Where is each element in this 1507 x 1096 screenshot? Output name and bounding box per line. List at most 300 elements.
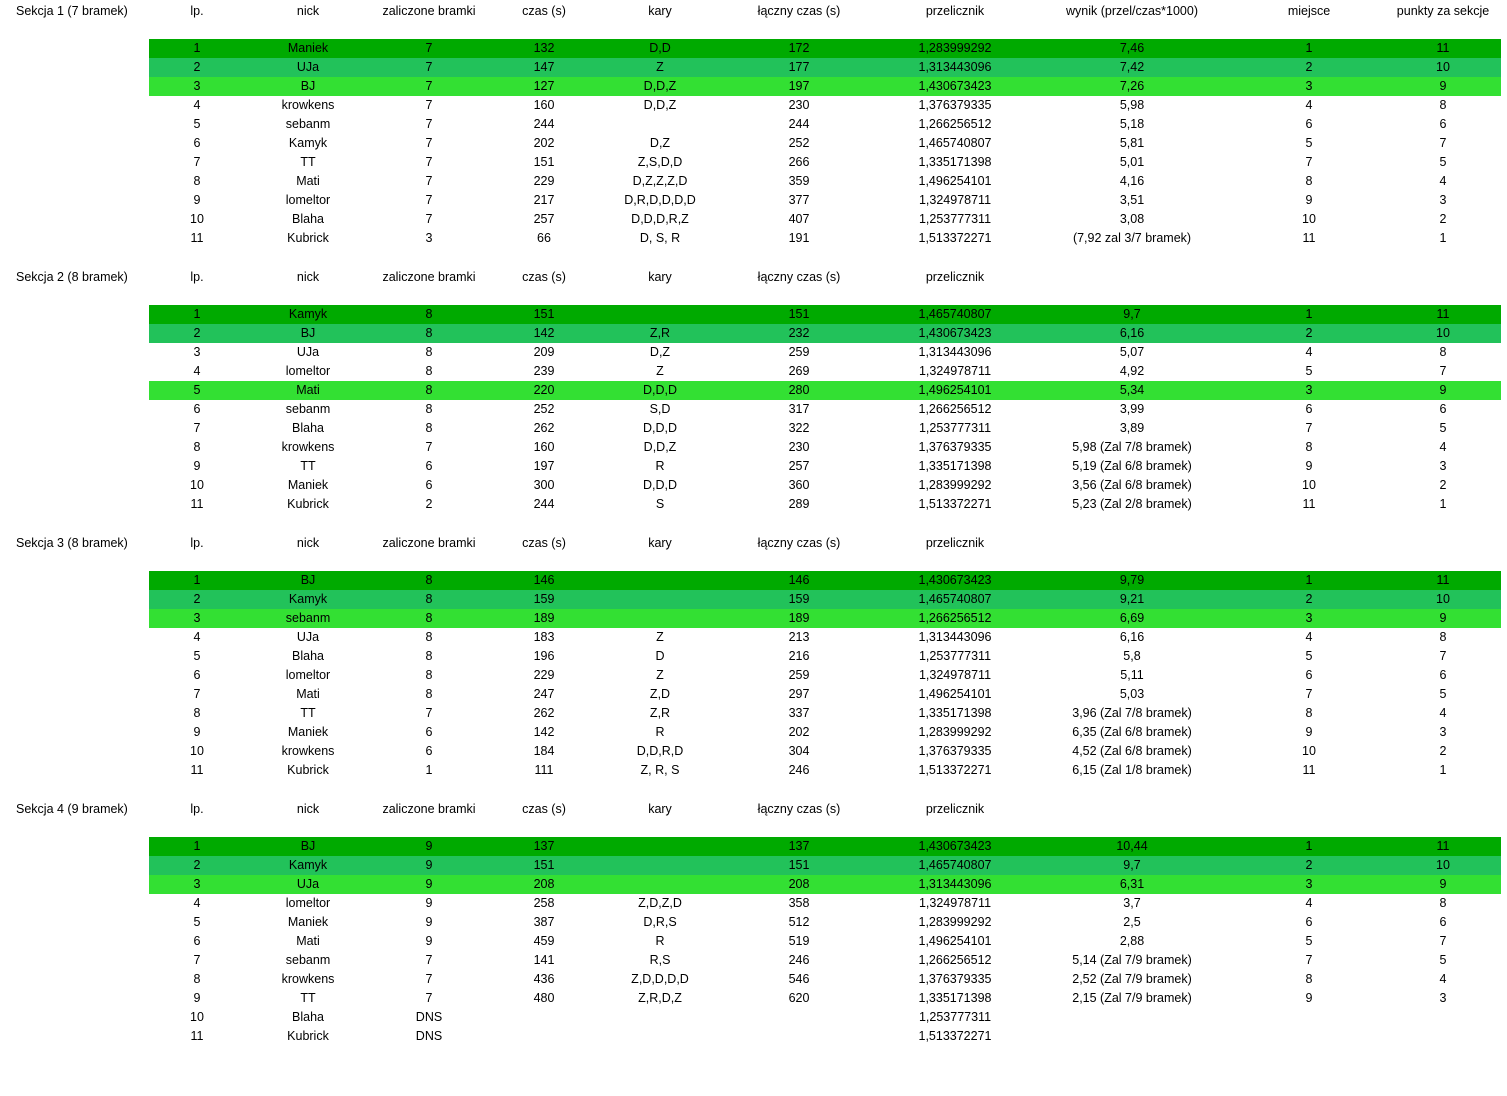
cell-wynik: 2,52 (Zal 7/9 bramek) (1072, 972, 1192, 986)
cell-kary: Z (656, 364, 664, 378)
cell-zaliczone-bramki: 8 (425, 611, 433, 625)
cell-miejsce: 1 (1305, 839, 1313, 853)
cell-kary: D,Z (649, 345, 671, 359)
section-title: Sekcja 2 (8 bramek) (16, 270, 128, 284)
cell-punkty: 5 (1439, 953, 1447, 967)
header-przelicznik: przelicznik (925, 802, 985, 816)
cell-nick: lomeltor (285, 896, 331, 910)
cell-wynik: 5,07 (1119, 345, 1145, 359)
header-nick: nick (296, 536, 320, 550)
row-highlight (149, 77, 1501, 96)
cell-kary: Z,S,D,D (637, 155, 683, 169)
cell-lp: 3 (193, 611, 201, 625)
cell-czas: 262 (533, 706, 555, 720)
cell-zaliczone-bramki: 6 (425, 459, 433, 473)
cell-zaliczone-bramki: 8 (425, 573, 433, 587)
cell-nick: Kamyk (288, 136, 328, 150)
header-wynik: wynik (przel/czas*1000) (1066, 4, 1198, 18)
cell-nick: Kamyk (288, 592, 328, 606)
cell-punkty: 7 (1439, 364, 1447, 378)
cell-punkty: 1 (1439, 497, 1447, 511)
cell-punkty: 9 (1439, 383, 1447, 397)
cell-lp: 4 (193, 98, 201, 112)
cell-zaliczone-bramki: 8 (425, 364, 433, 378)
cell-laczny-czas: 259 (788, 345, 810, 359)
row-highlight (149, 571, 1501, 590)
cell-kary: D,D,D (642, 383, 678, 397)
cell-nick: sebanm (285, 402, 331, 416)
cell-wynik: 5,19 (Zal 6/8 bramek) (1072, 459, 1192, 473)
cell-punkty: 11 (1436, 41, 1450, 55)
row-highlight (149, 324, 1501, 343)
cell-laczny-czas: 620 (788, 991, 810, 1005)
cell-zaliczone-bramki: 1 (425, 763, 433, 777)
cell-przelicznik: 1,253777311 (918, 1010, 992, 1024)
cell-lp: 7 (193, 687, 201, 701)
cell-kary: S,D (649, 402, 671, 416)
cell-miejsce: 2 (1305, 858, 1313, 872)
cell-lp: 8 (193, 174, 201, 188)
cell-lp: 1 (193, 573, 201, 587)
cell-lp: 3 (193, 877, 201, 891)
cell-wynik: 2,15 (Zal 7/9 bramek) (1072, 991, 1192, 1005)
cell-czas: 244 (533, 117, 555, 131)
cell-nick: sebanm (285, 611, 331, 625)
cell-przelicznik: 1,335171398 (918, 706, 992, 720)
cell-punkty: 6 (1439, 402, 1447, 416)
cell-nick: lomeltor (285, 668, 331, 682)
cell-przelicznik: 1,513372271 (918, 497, 992, 511)
cell-miejsce: 7 (1305, 421, 1313, 435)
cell-punkty: 9 (1439, 611, 1447, 625)
cell-przelicznik: 1,465740807 (918, 858, 992, 872)
cell-zaliczone-bramki: 3 (425, 231, 433, 245)
cell-przelicznik: 1,313443096 (918, 877, 992, 891)
cell-czas: 208 (533, 877, 555, 891)
cell-czas: 480 (533, 991, 555, 1005)
cell-punkty: 6 (1439, 117, 1447, 131)
cell-miejsce: 2 (1305, 60, 1313, 74)
cell-kary: D,Z (649, 136, 671, 150)
cell-zaliczone-bramki: 8 (425, 402, 433, 416)
cell-kary: Z (656, 668, 664, 682)
cell-wynik: 7,46 (1119, 41, 1145, 55)
cell-przelicznik: 1,335171398 (918, 155, 992, 169)
cell-zaliczone-bramki: 8 (425, 592, 433, 606)
cell-lp: 5 (193, 383, 201, 397)
cell-kary: R (655, 725, 665, 739)
cell-lp: 9 (193, 725, 201, 739)
cell-kary: D,D,Z (643, 440, 677, 454)
cell-laczny-czas: 213 (788, 630, 810, 644)
cell-punkty: 3 (1439, 991, 1447, 1005)
cell-zaliczone-bramki: 7 (425, 953, 433, 967)
cell-laczny-czas: 230 (788, 440, 810, 454)
cell-wynik: 3,56 (Zal 6/8 bramek) (1072, 478, 1192, 492)
cell-laczny-czas: 546 (788, 972, 810, 986)
cell-nick: TT (300, 155, 316, 169)
cell-przelicznik: 1,253777311 (918, 649, 992, 663)
header-laczny-czas: łączny czas (s) (757, 270, 841, 284)
cell-wynik: 5,8 (1123, 649, 1141, 663)
cell-przelicznik: 1,376379335 (918, 972, 992, 986)
cell-miejsce: 10 (1302, 478, 1316, 492)
cell-punkty: 2 (1439, 478, 1447, 492)
cell-nick: Maniek (287, 725, 329, 739)
cell-miejsce: 9 (1305, 193, 1313, 207)
cell-lp: 9 (193, 459, 201, 473)
cell-wynik: (7,92 zal 3/7 bramek) (1072, 231, 1192, 245)
cell-miejsce: 3 (1305, 79, 1313, 93)
cell-kary: D,R,D,D,D,D (624, 193, 696, 207)
cell-nick: UJa (296, 345, 320, 359)
header-kary: kary (648, 802, 672, 816)
cell-nick: BJ (300, 839, 316, 853)
cell-punkty: 10 (1436, 592, 1450, 606)
cell-czas: 239 (533, 364, 555, 378)
cell-lp: 8 (193, 440, 201, 454)
cell-laczny-czas: 317 (788, 402, 810, 416)
cell-nick: UJa (296, 877, 320, 891)
cell-nick: Blaha (292, 1010, 324, 1024)
cell-kary: D,D,Z (643, 98, 677, 112)
cell-miejsce: 9 (1305, 459, 1313, 473)
cell-punkty: 6 (1439, 915, 1447, 929)
cell-kary: Z,D (649, 687, 671, 701)
cell-lp: 10 (190, 1010, 204, 1024)
cell-wynik: 2,5 (1123, 915, 1141, 929)
header-kary: kary (648, 270, 672, 284)
cell-nick: Blaha (292, 421, 324, 435)
header-lp: lp. (190, 802, 204, 816)
cell-nick: TT (300, 706, 316, 720)
cell-punkty: 2 (1439, 744, 1447, 758)
cell-punkty: 4 (1439, 972, 1447, 986)
cell-czas: 111 (534, 763, 554, 777)
cell-laczny-czas: 151 (788, 858, 810, 872)
cell-przelicznik: 1,324978711 (918, 193, 992, 207)
cell-czas: 387 (533, 915, 555, 929)
row-highlight (149, 609, 1501, 628)
cell-zaliczone-bramki: 9 (425, 934, 433, 948)
cell-miejsce: 3 (1305, 383, 1313, 397)
cell-lp: 11 (190, 497, 204, 511)
cell-wynik: 4,16 (1119, 174, 1145, 188)
cell-lp: 7 (193, 155, 201, 169)
cell-wynik: 5,23 (Zal 2/8 bramek) (1072, 497, 1192, 511)
cell-wynik: 5,11 (1120, 668, 1144, 682)
cell-laczny-czas: 177 (788, 60, 810, 74)
cell-miejsce: 4 (1305, 345, 1313, 359)
cell-lp: 1 (193, 41, 201, 55)
header-lp: lp. (190, 270, 204, 284)
cell-wynik: 7,26 (1119, 79, 1145, 93)
cell-nick: Maniek (287, 478, 329, 492)
cell-nick: Maniek (287, 915, 329, 929)
cell-zaliczone-bramki: 9 (425, 877, 433, 891)
cell-przelicznik: 1,496254101 (918, 174, 992, 188)
cell-punkty: 3 (1439, 725, 1447, 739)
cell-laczny-czas: 246 (788, 953, 810, 967)
cell-lp: 6 (193, 402, 201, 416)
cell-nick: Kamyk (288, 307, 328, 321)
cell-nick: UJa (296, 630, 320, 644)
cell-lp: 1 (193, 839, 201, 853)
cell-lp: 8 (193, 706, 201, 720)
cell-laczny-czas: 269 (788, 364, 810, 378)
cell-czas: 262 (533, 421, 555, 435)
cell-laczny-czas: 191 (788, 231, 810, 245)
cell-miejsce: 10 (1302, 744, 1316, 758)
cell-lp: 4 (193, 896, 201, 910)
cell-przelicznik: 1,335171398 (918, 459, 992, 473)
cell-laczny-czas: 246 (788, 763, 810, 777)
cell-czas: 142 (533, 725, 555, 739)
cell-przelicznik: 1,283999292 (918, 915, 992, 929)
row-highlight (149, 837, 1501, 856)
cell-wynik: 3,51 (1119, 193, 1145, 207)
cell-zaliczone-bramki: 8 (425, 383, 433, 397)
cell-laczny-czas: 208 (788, 877, 810, 891)
row-highlight (149, 305, 1501, 324)
cell-czas: 229 (533, 668, 555, 682)
cell-wynik: 5,01 (1119, 155, 1145, 169)
cell-kary: D,D,D (642, 478, 678, 492)
header-kary: kary (648, 536, 672, 550)
cell-zaliczone-bramki: 7 (425, 174, 433, 188)
cell-punkty: 9 (1439, 877, 1447, 891)
cell-miejsce: 10 (1302, 212, 1316, 226)
cell-wynik: 5,98 (Zal 7/8 bramek) (1072, 440, 1192, 454)
cell-nick: lomeltor (285, 364, 331, 378)
cell-lp: 2 (193, 60, 201, 74)
header-lp: lp. (190, 4, 204, 18)
cell-miejsce: 5 (1305, 136, 1313, 150)
header-zaliczone-bramki: zaliczone bramki (382, 536, 476, 550)
cell-czas: 151 (533, 858, 555, 872)
cell-nick: krowkens (281, 972, 335, 986)
cell-czas: 209 (533, 345, 555, 359)
cell-laczny-czas: 512 (788, 915, 810, 929)
cell-nick: krowkens (281, 744, 335, 758)
cell-miejsce: 9 (1305, 725, 1313, 739)
cell-przelicznik: 1,313443096 (918, 60, 992, 74)
cell-zaliczone-bramki: 6 (425, 725, 433, 739)
cell-nick: Mati (296, 383, 320, 397)
cell-przelicznik: 1,324978711 (918, 364, 992, 378)
cell-kary: D,R,S (643, 915, 677, 929)
cell-miejsce: 5 (1305, 649, 1313, 663)
cell-punkty: 8 (1439, 345, 1447, 359)
cell-lp: 11 (190, 231, 204, 245)
cell-miejsce: 6 (1305, 915, 1313, 929)
cell-lp: 3 (193, 79, 201, 93)
cell-kary: Z,D,D,D,D (631, 972, 689, 986)
cell-przelicznik: 1,496254101 (918, 687, 992, 701)
cell-miejsce: 6 (1305, 668, 1313, 682)
cell-lp: 8 (193, 972, 201, 986)
cell-punkty: 3 (1439, 193, 1447, 207)
cell-zaliczone-bramki: 7 (425, 972, 433, 986)
cell-wynik: 3,89 (1119, 421, 1145, 435)
cell-zaliczone-bramki: 2 (425, 497, 433, 511)
header-zaliczone-bramki: zaliczone bramki (382, 270, 476, 284)
cell-wynik: 3,08 (1119, 212, 1145, 226)
cell-nick: Kubrick (287, 1029, 329, 1043)
cell-przelicznik: 1,324978711 (918, 896, 992, 910)
cell-zaliczone-bramki: 7 (425, 79, 433, 93)
cell-zaliczone-bramki: 7 (425, 212, 433, 226)
row-highlight (149, 58, 1501, 77)
header-czas: czas (s) (522, 536, 566, 550)
cell-miejsce: 6 (1305, 402, 1313, 416)
cell-wynik: 4,52 (Zal 6/8 bramek) (1072, 744, 1192, 758)
cell-kary: Z (656, 60, 664, 74)
cell-punkty: 5 (1439, 421, 1447, 435)
cell-zaliczone-bramki: 7 (425, 41, 433, 55)
cell-czas: 137 (533, 839, 555, 853)
cell-nick: krowkens (281, 98, 335, 112)
cell-lp: 9 (193, 991, 201, 1005)
cell-zaliczone-bramki: 7 (425, 155, 433, 169)
cell-wynik: 5,03 (1119, 687, 1145, 701)
cell-wynik: 5,34 (1119, 383, 1145, 397)
cell-miejsce: 11 (1302, 497, 1316, 511)
cell-miejsce: 5 (1305, 934, 1313, 948)
cell-czas: 459 (533, 934, 555, 948)
cell-miejsce: 3 (1305, 877, 1313, 891)
cell-miejsce: 6 (1305, 117, 1313, 131)
cell-zaliczone-bramki: 8 (425, 649, 433, 663)
cell-zaliczone-bramki: 6 (425, 478, 433, 492)
cell-wynik: 9,79 (1119, 573, 1145, 587)
cell-czas: 244 (533, 497, 555, 511)
header-laczny-czas: łączny czas (s) (757, 802, 841, 816)
cell-miejsce: 8 (1305, 440, 1313, 454)
cell-czas: 196 (533, 649, 555, 663)
cell-przelicznik: 1,465740807 (918, 592, 992, 606)
cell-laczny-czas: 137 (788, 839, 810, 853)
cell-punkty: 8 (1439, 630, 1447, 644)
cell-miejsce: 4 (1305, 630, 1313, 644)
cell-punkty: 2 (1439, 212, 1447, 226)
cell-przelicznik: 1,430673423 (918, 79, 992, 93)
cell-miejsce: 5 (1305, 364, 1313, 378)
cell-lp: 6 (193, 668, 201, 682)
cell-laczny-czas: 172 (788, 41, 810, 55)
cell-zaliczone-bramki: 9 (425, 915, 433, 929)
cell-miejsce: 2 (1305, 326, 1313, 340)
cell-przelicznik: 1,283999292 (918, 41, 992, 55)
cell-lp: 2 (193, 858, 201, 872)
cell-kary: D,D,Z (643, 79, 677, 93)
header-zaliczone-bramki: zaliczone bramki (382, 802, 476, 816)
cell-laczny-czas: 337 (788, 706, 810, 720)
cell-miejsce: 8 (1305, 174, 1313, 188)
cell-przelicznik: 1,253777311 (918, 421, 992, 435)
cell-przelicznik: 1,513372271 (918, 1029, 992, 1043)
cell-punkty: 10 (1436, 326, 1450, 340)
cell-laczny-czas: 252 (788, 136, 810, 150)
cell-punkty: 5 (1439, 155, 1447, 169)
cell-miejsce: 7 (1305, 953, 1313, 967)
cell-laczny-czas: 146 (788, 573, 810, 587)
cell-zaliczone-bramki: 7 (425, 440, 433, 454)
header-nick: nick (296, 802, 320, 816)
cell-kary: R (655, 459, 665, 473)
cell-czas: 160 (533, 98, 555, 112)
cell-nick: TT (300, 991, 316, 1005)
cell-czas: 247 (533, 687, 555, 701)
section-title: Sekcja 1 (7 bramek) (16, 4, 128, 18)
cell-laczny-czas: 407 (788, 212, 810, 226)
cell-zaliczone-bramki: 8 (425, 687, 433, 701)
cell-wynik: 6,69 (1119, 611, 1145, 625)
cell-punkty: 1 (1439, 231, 1447, 245)
cell-czas: 220 (533, 383, 555, 397)
cell-przelicznik: 1,376379335 (918, 440, 992, 454)
cell-punkty: 3 (1439, 459, 1447, 473)
cell-punkty: 1 (1439, 763, 1447, 777)
cell-kary: Z,R,D,Z (638, 991, 682, 1005)
cell-punkty: 9 (1439, 79, 1447, 93)
cell-lp: 2 (193, 592, 201, 606)
cell-laczny-czas: 359 (788, 174, 810, 188)
cell-lp: 11 (190, 1029, 204, 1043)
cell-nick: sebanm (285, 953, 331, 967)
cell-przelicznik: 1,283999292 (918, 725, 992, 739)
cell-czas: 217 (533, 193, 555, 207)
cell-punkty: 10 (1436, 60, 1450, 74)
cell-lp: 2 (193, 326, 201, 340)
cell-punkty: 4 (1439, 440, 1447, 454)
header-czas: czas (s) (522, 802, 566, 816)
cell-miejsce: 4 (1305, 896, 1313, 910)
cell-kary: D,D,D,R,Z (631, 212, 689, 226)
cell-kary: D, S, R (639, 231, 681, 245)
cell-kary: D,D,R,D (636, 744, 684, 758)
cell-czas: 141 (533, 953, 555, 967)
cell-zaliczone-bramki: DNS (415, 1010, 443, 1024)
cell-miejsce: 3 (1305, 611, 1313, 625)
cell-miejsce: 11 (1302, 231, 1316, 245)
cell-lp: 7 (193, 953, 201, 967)
cell-przelicznik: 1,430673423 (918, 326, 992, 340)
cell-zaliczone-bramki: 8 (425, 668, 433, 682)
cell-przelicznik: 1,430673423 (918, 839, 992, 853)
cell-wynik: 4,92 (1119, 364, 1145, 378)
header-laczny-czas: łączny czas (s) (757, 536, 841, 550)
cell-kary: Z,R (649, 326, 671, 340)
cell-kary: S (655, 497, 665, 511)
cell-nick: Kamyk (288, 858, 328, 872)
cell-wynik: 6,15 (Zal 1/8 bramek) (1072, 763, 1192, 777)
cell-nick: lomeltor (285, 193, 331, 207)
cell-wynik: 2,88 (1119, 934, 1145, 948)
cell-punkty: 8 (1439, 98, 1447, 112)
cell-miejsce: 2 (1305, 592, 1313, 606)
cell-lp: 10 (190, 744, 204, 758)
cell-laczny-czas: 289 (788, 497, 810, 511)
cell-zaliczone-bramki: 8 (425, 630, 433, 644)
cell-laczny-czas: 230 (788, 98, 810, 112)
cell-zaliczone-bramki: 9 (425, 896, 433, 910)
cell-czas: 127 (533, 79, 555, 93)
cell-wynik: 7,42 (1119, 60, 1145, 74)
cell-laczny-czas: 257 (788, 459, 810, 473)
cell-wynik: 5,18 (1119, 117, 1145, 131)
cell-przelicznik: 1,335171398 (918, 991, 992, 1005)
